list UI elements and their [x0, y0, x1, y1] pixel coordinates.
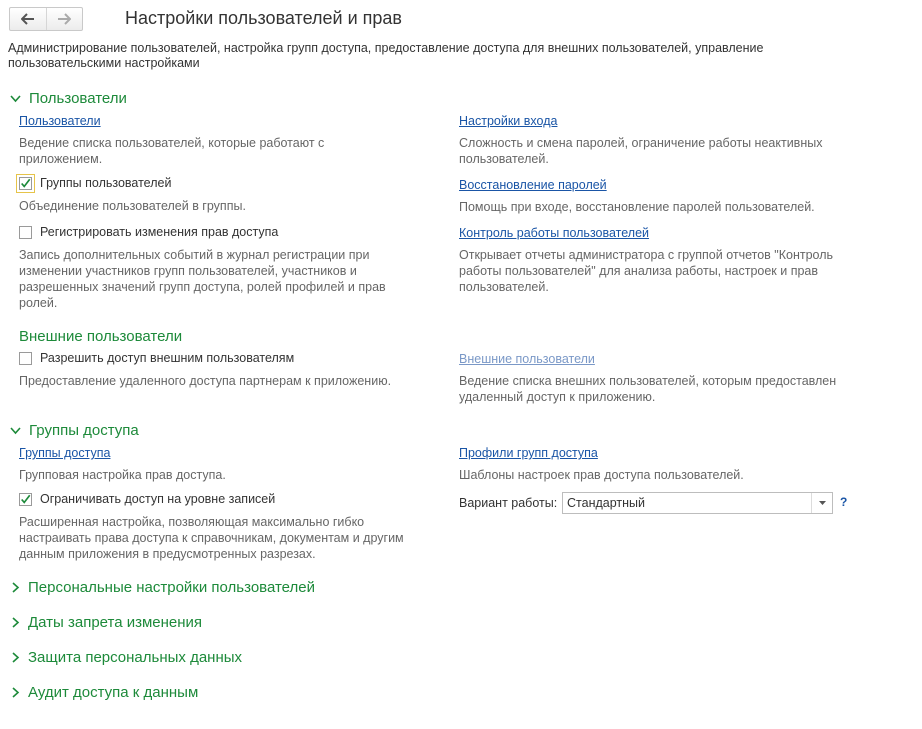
login-settings-note: Сложность и смена паролей, ограничение работы неактивных пользователей. [459, 136, 823, 166]
checkmark-icon [20, 177, 31, 190]
chevron-down-icon [10, 427, 21, 435]
register-note: Запись дополнительных событий в журнал регистрации при изменении участников групп пользователей, участников и разрешенных значений групп доступа, ролей профилей и прав ролей. [19, 248, 386, 310]
restrict-checkbox-label: Ограничивать доступ на уровне записей [40, 492, 276, 506]
allow-external-checkbox-row[interactable] [19, 351, 294, 365]
section-access-groups-label: Группы доступа [29, 422, 139, 439]
external-users-note: Ведение списка внешних пользователей, которым предоставлен удаленный доступ к приложению. [459, 374, 837, 404]
password-recovery-note: Помощь при входе, восстановление паролей пользователей. [459, 200, 815, 214]
dropdown-arrow-icon [819, 501, 826, 505]
section-change-prohibition-dates-label: Даты запрета изменения [28, 614, 203, 631]
user-monitoring-link[interactable]: Контроль работы пользователей [459, 226, 650, 240]
access-group-profiles-link[interactable]: Профили групп доступа [459, 446, 598, 460]
section-personal-data-protection-label: Защита персональных данных [28, 649, 243, 666]
arrow-left-icon [21, 13, 35, 25]
access-groups-note: Групповая настройка прав доступа. [19, 468, 226, 482]
section-users-label: Пользователи [29, 90, 127, 107]
mode-label: Вариант работы: [459, 496, 558, 510]
external-users-heading: Внешние пользователи [19, 328, 183, 345]
section-personal-settings[interactable] [12, 579, 315, 596]
allow-external-note: Предоставление удаленного доступа партнерам к приложению. [19, 374, 392, 388]
users-note: Ведение списка пользователей, которые работают с приложением. [19, 136, 325, 166]
mode-select-button[interactable] [811, 493, 832, 513]
restrict-note: Расширенная настройка, позволяющая максимально гибко настраивать права доступа к справочникам, документам и другим данным приложения в предусмотренных разрезах. [19, 515, 404, 561]
mode-select[interactable] [562, 492, 833, 514]
register-checkbox-label: Регистрировать изменения прав доступа [40, 225, 279, 239]
chevron-down-icon [10, 95, 21, 103]
arrow-right-icon [57, 13, 71, 25]
chevron-right-icon [12, 582, 20, 593]
section-personal-data-protection[interactable] [12, 649, 242, 666]
section-access-groups[interactable] [10, 422, 139, 439]
allow-external-checkbox[interactable] [19, 352, 32, 365]
page-title: Настройки пользователей и прав [125, 8, 402, 28]
section-data-access-audit[interactable] [12, 684, 198, 701]
login-settings-link[interactable]: Настройки входа [459, 114, 558, 128]
register-checkbox-row[interactable] [19, 225, 278, 239]
external-users-link[interactable]: Внешние пользователи [459, 352, 595, 366]
help-link[interactable]: ? [840, 495, 848, 509]
register-checkbox[interactable] [19, 226, 32, 239]
back-button[interactable] [10, 8, 46, 30]
mode-select-value: Стандартный [567, 496, 645, 510]
groups-checkbox[interactable] [19, 177, 32, 190]
section-data-access-audit-label: Аудит доступа к данным [28, 684, 199, 701]
section-change-prohibition-dates[interactable] [12, 614, 202, 631]
chevron-right-icon [12, 687, 20, 698]
users-link[interactable]: Пользователи [19, 114, 101, 128]
user-monitoring-note: Открывает отчеты администратора с группой отчетов "Контроль работы пользователей" для анализа работы, настроек и прав пользователей. [459, 248, 834, 294]
chevron-right-icon [12, 652, 20, 663]
forward-button[interactable] [46, 8, 83, 30]
access-groups-link[interactable]: Группы доступа [19, 446, 111, 460]
checkmark-icon [20, 493, 31, 506]
groups-note: Объединение пользователей в группы. [19, 199, 246, 213]
restrict-checkbox-row[interactable] [19, 492, 275, 506]
access-group-profiles-note: Шаблоны настроек прав доступа пользователей. [459, 468, 744, 482]
section-personal-settings-label: Персональные настройки пользователей [28, 579, 315, 596]
groups-checkbox-label: Группы пользователей [40, 176, 172, 190]
allow-external-checkbox-label: Разрешить доступ внешним пользователям [40, 351, 295, 365]
section-users[interactable] [10, 90, 127, 107]
restrict-checkbox[interactable] [19, 493, 32, 506]
groups-checkbox-row[interactable] [19, 176, 171, 190]
chevron-right-icon [12, 617, 20, 628]
navigation-buttons [9, 7, 83, 31]
password-recovery-link[interactable]: Восстановление паролей [459, 178, 607, 192]
page-description: Администрирование пользователей, настройка групп доступа, предоставление доступа для внешних пользователей, управление пользовательскими настройками [8, 41, 764, 70]
